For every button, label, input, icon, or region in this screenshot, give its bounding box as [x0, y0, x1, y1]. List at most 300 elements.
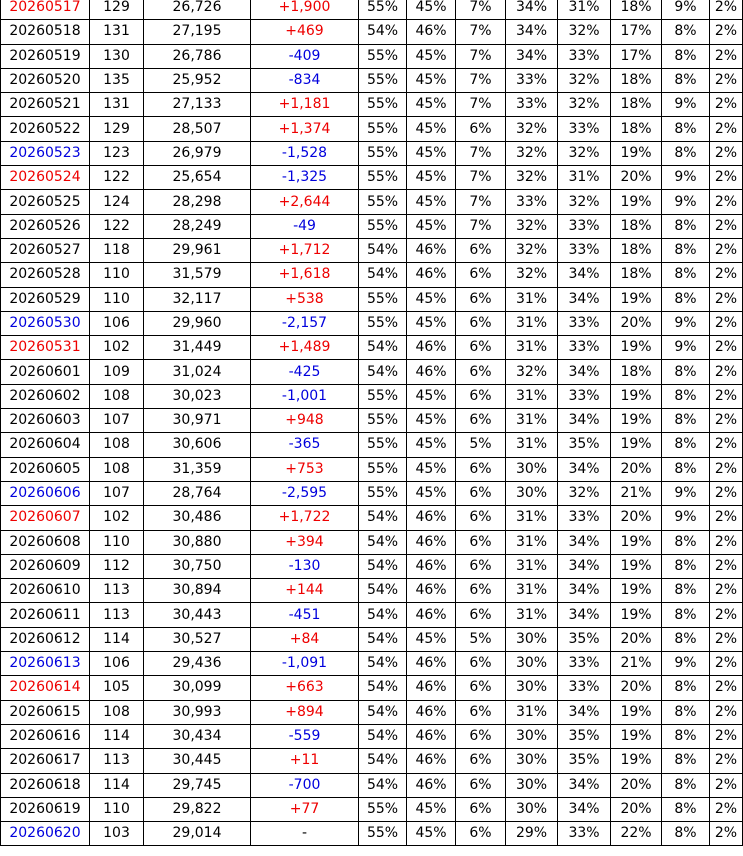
pct-4-cell: 31% — [506, 433, 558, 457]
pct-2-cell: 45% — [407, 68, 456, 92]
pct-5-cell: 33% — [558, 214, 611, 238]
pct-8-cell: 2% — [710, 433, 743, 457]
pct-3-cell: 6% — [456, 481, 506, 505]
pct-1-cell: 55% — [359, 0, 407, 20]
total-cell: 28,507 — [144, 117, 251, 141]
pct-5-cell: 34% — [558, 457, 611, 481]
count-cell: 102 — [90, 506, 144, 530]
date-cell: 20260528 — [1, 263, 90, 287]
change-cell: +894 — [251, 700, 359, 724]
pct-2-cell: 46% — [407, 336, 456, 360]
pct-5-cell: 34% — [558, 554, 611, 578]
pct-5-cell: 34% — [558, 360, 611, 384]
count-cell: 135 — [90, 68, 144, 92]
pct-6-cell: 18% — [611, 214, 662, 238]
change-cell: +11 — [251, 749, 359, 773]
pct-4-cell: 30% — [506, 749, 558, 773]
change-cell: +753 — [251, 457, 359, 481]
date-cell: 20260616 — [1, 724, 90, 748]
pct-6-cell: 19% — [611, 409, 662, 433]
pct-1-cell: 54% — [359, 238, 407, 262]
pct-6-cell: 19% — [611, 384, 662, 408]
pct-2-cell: 45% — [407, 93, 456, 117]
date-cell: 20260610 — [1, 579, 90, 603]
pct-8-cell: 2% — [710, 481, 743, 505]
pct-7-cell: 8% — [662, 627, 710, 651]
total-cell: 26,726 — [144, 0, 251, 20]
pct-1-cell: 54% — [359, 20, 407, 44]
count-cell: 130 — [90, 44, 144, 68]
count-cell: 108 — [90, 457, 144, 481]
total-cell: 30,445 — [144, 749, 251, 773]
pct-2-cell: 45% — [407, 44, 456, 68]
pct-1-cell: 54% — [359, 773, 407, 797]
total-cell: 30,527 — [144, 627, 251, 651]
count-cell: 105 — [90, 676, 144, 700]
pct-4-cell: 31% — [506, 336, 558, 360]
pct-2-cell: 45% — [407, 822, 456, 846]
pct-2-cell: 45% — [407, 457, 456, 481]
pct-6-cell: 19% — [611, 336, 662, 360]
pct-2-cell: 46% — [407, 238, 456, 262]
date-cell: 20260602 — [1, 384, 90, 408]
date-cell: 20260531 — [1, 336, 90, 360]
pct-7-cell: 8% — [662, 44, 710, 68]
count-cell: 118 — [90, 238, 144, 262]
pct-5-cell: 33% — [558, 676, 611, 700]
pct-7-cell: 9% — [662, 0, 710, 20]
pct-5-cell: 32% — [558, 190, 611, 214]
pct-1-cell: 54% — [359, 724, 407, 748]
pct-6-cell: 17% — [611, 20, 662, 44]
pct-4-cell: 30% — [506, 724, 558, 748]
pct-8-cell: 2% — [710, 311, 743, 335]
pct-1-cell: 54% — [359, 652, 407, 676]
pct-7-cell: 8% — [662, 554, 710, 578]
count-cell: 110 — [90, 530, 144, 554]
total-cell: 29,960 — [144, 311, 251, 335]
pct-1-cell: 54% — [359, 360, 407, 384]
pct-5-cell: 31% — [558, 0, 611, 20]
pct-7-cell: 8% — [662, 530, 710, 554]
total-cell: 30,486 — [144, 506, 251, 530]
pct-7-cell: 9% — [662, 481, 710, 505]
pct-4-cell: 31% — [506, 287, 558, 311]
pct-5-cell: 35% — [558, 749, 611, 773]
pct-8-cell: 2% — [710, 287, 743, 311]
total-cell: 30,993 — [144, 700, 251, 724]
pct-7-cell: 8% — [662, 676, 710, 700]
date-cell: 20260613 — [1, 652, 90, 676]
pct-2-cell: 45% — [407, 287, 456, 311]
pct-8-cell: 2% — [710, 700, 743, 724]
date-cell: 20260601 — [1, 360, 90, 384]
table-row — [1, 20, 743, 44]
pct-8-cell: 2% — [710, 749, 743, 773]
table-row — [1, 749, 743, 773]
pct-4-cell: 30% — [506, 481, 558, 505]
pct-5-cell: 34% — [558, 579, 611, 603]
pct-4-cell: 30% — [506, 627, 558, 651]
pct-3-cell: 6% — [456, 773, 506, 797]
pct-7-cell: 9% — [662, 336, 710, 360]
pct-8-cell: 2% — [710, 506, 743, 530]
total-cell: 29,961 — [144, 238, 251, 262]
date-cell: 20260618 — [1, 773, 90, 797]
pct-1-cell: 55% — [359, 797, 407, 821]
total-cell: 28,249 — [144, 214, 251, 238]
pct-4-cell: 31% — [506, 530, 558, 554]
pct-7-cell: 8% — [662, 360, 710, 384]
change-cell: +1,618 — [251, 263, 359, 287]
date-cell: 20260603 — [1, 409, 90, 433]
pct-3-cell: 6% — [456, 652, 506, 676]
pct-6-cell: 19% — [611, 700, 662, 724]
date-cell: 20260526 — [1, 214, 90, 238]
count-cell: 112 — [90, 554, 144, 578]
table-body — [1, 0, 743, 846]
pct-1-cell: 54% — [359, 627, 407, 651]
table-row — [1, 554, 743, 578]
pct-2-cell: 45% — [407, 384, 456, 408]
change-cell: -834 — [251, 68, 359, 92]
pct-7-cell: 9% — [662, 311, 710, 335]
change-cell: +2,644 — [251, 190, 359, 214]
pct-7-cell: 8% — [662, 700, 710, 724]
pct-5-cell: 32% — [558, 68, 611, 92]
date-cell: 20260607 — [1, 506, 90, 530]
pct-5-cell: 32% — [558, 141, 611, 165]
pct-2-cell: 45% — [407, 311, 456, 335]
pct-4-cell: 30% — [506, 773, 558, 797]
pct-8-cell: 2% — [710, 0, 743, 20]
pct-5-cell: 33% — [558, 384, 611, 408]
pct-5-cell: 32% — [558, 481, 611, 505]
pct-3-cell: 6% — [456, 700, 506, 724]
pct-8-cell: 2% — [710, 263, 743, 287]
pct-1-cell: 55% — [359, 287, 407, 311]
date-cell: 20260608 — [1, 530, 90, 554]
date-cell: 20260614 — [1, 676, 90, 700]
pct-1-cell: 55% — [359, 93, 407, 117]
count-cell: 124 — [90, 190, 144, 214]
pct-2-cell: 46% — [407, 652, 456, 676]
pct-7-cell: 8% — [662, 214, 710, 238]
pct-6-cell: 19% — [611, 433, 662, 457]
total-cell: 31,449 — [144, 336, 251, 360]
pct-1-cell: 55% — [359, 457, 407, 481]
pct-3-cell: 6% — [456, 238, 506, 262]
table-row — [1, 773, 743, 797]
count-cell: 113 — [90, 603, 144, 627]
pct-7-cell: 8% — [662, 433, 710, 457]
total-cell: 30,606 — [144, 433, 251, 457]
pct-7-cell: 8% — [662, 409, 710, 433]
pct-6-cell: 20% — [611, 627, 662, 651]
date-cell: 20260617 — [1, 749, 90, 773]
pct-7-cell: 8% — [662, 287, 710, 311]
pct-4-cell: 31% — [506, 384, 558, 408]
pct-1-cell: 54% — [359, 554, 407, 578]
total-cell: 30,099 — [144, 676, 251, 700]
pct-2-cell: 46% — [407, 773, 456, 797]
total-cell: 31,024 — [144, 360, 251, 384]
pct-2-cell: 45% — [407, 117, 456, 141]
pct-8-cell: 2% — [710, 822, 743, 846]
count-cell: 123 — [90, 141, 144, 165]
date-cell: 20260620 — [1, 822, 90, 846]
pct-8-cell: 2% — [710, 773, 743, 797]
pct-5-cell: 35% — [558, 433, 611, 457]
pct-7-cell: 8% — [662, 603, 710, 627]
date-cell: 20260529 — [1, 287, 90, 311]
pct-8-cell: 2% — [710, 676, 743, 700]
pct-5-cell: 34% — [558, 287, 611, 311]
pct-3-cell: 6% — [456, 506, 506, 530]
change-cell: +77 — [251, 797, 359, 821]
pct-3-cell: 7% — [456, 0, 506, 20]
count-cell: 103 — [90, 822, 144, 846]
change-cell: +1,722 — [251, 506, 359, 530]
count-cell: 113 — [90, 579, 144, 603]
pct-1-cell: 55% — [359, 44, 407, 68]
pct-4-cell: 30% — [506, 652, 558, 676]
pct-7-cell: 8% — [662, 384, 710, 408]
pct-6-cell: 22% — [611, 822, 662, 846]
change-cell: -1,325 — [251, 166, 359, 190]
pct-4-cell: 32% — [506, 263, 558, 287]
pct-5-cell: 34% — [558, 603, 611, 627]
date-cell: 20260619 — [1, 797, 90, 821]
pct-1-cell: 55% — [359, 190, 407, 214]
pct-3-cell: 6% — [456, 676, 506, 700]
pct-2-cell: 46% — [407, 579, 456, 603]
pct-5-cell: 32% — [558, 93, 611, 117]
pct-2-cell: 46% — [407, 700, 456, 724]
count-cell: 113 — [90, 749, 144, 773]
count-cell: 131 — [90, 93, 144, 117]
count-cell: 102 — [90, 336, 144, 360]
count-cell: 108 — [90, 700, 144, 724]
date-cell: 20260524 — [1, 166, 90, 190]
pct-6-cell: 21% — [611, 652, 662, 676]
pct-5-cell: 33% — [558, 336, 611, 360]
table-row — [1, 287, 743, 311]
total-cell: 30,750 — [144, 554, 251, 578]
count-cell: 122 — [90, 166, 144, 190]
pct-6-cell: 18% — [611, 0, 662, 20]
pct-6-cell: 19% — [611, 141, 662, 165]
pct-3-cell: 6% — [456, 336, 506, 360]
pct-3-cell: 5% — [456, 433, 506, 457]
pct-4-cell: 31% — [506, 554, 558, 578]
pct-2-cell: 46% — [407, 20, 456, 44]
change-cell: -2,595 — [251, 481, 359, 505]
table-row — [1, 797, 743, 821]
pct-6-cell: 19% — [611, 603, 662, 627]
pct-5-cell: 32% — [558, 20, 611, 44]
count-cell: 114 — [90, 627, 144, 651]
total-cell: 31,359 — [144, 457, 251, 481]
pct-6-cell: 19% — [611, 724, 662, 748]
pct-1-cell: 54% — [359, 579, 407, 603]
table-row — [1, 190, 743, 214]
table-row — [1, 627, 743, 651]
pct-7-cell: 8% — [662, 238, 710, 262]
pct-3-cell: 6% — [456, 554, 506, 578]
table-row — [1, 506, 743, 530]
pct-5-cell: 33% — [558, 652, 611, 676]
pct-2-cell: 46% — [407, 263, 456, 287]
pct-1-cell: 55% — [359, 117, 407, 141]
table-row — [1, 166, 743, 190]
total-cell: 28,764 — [144, 481, 251, 505]
pct-4-cell: 32% — [506, 141, 558, 165]
pct-5-cell: 33% — [558, 822, 611, 846]
change-cell: +948 — [251, 409, 359, 433]
pct-2-cell: 46% — [407, 554, 456, 578]
pct-8-cell: 2% — [710, 214, 743, 238]
total-cell: 29,822 — [144, 797, 251, 821]
pct-8-cell: 2% — [710, 44, 743, 68]
pct-6-cell: 19% — [611, 579, 662, 603]
count-cell: 108 — [90, 433, 144, 457]
change-cell: -451 — [251, 603, 359, 627]
total-cell: 25,654 — [144, 166, 251, 190]
change-cell: -365 — [251, 433, 359, 457]
pct-2-cell: 46% — [407, 749, 456, 773]
pct-7-cell: 8% — [662, 20, 710, 44]
pct-2-cell: 45% — [407, 214, 456, 238]
pct-8-cell: 2% — [710, 141, 743, 165]
pct-2-cell: 45% — [407, 190, 456, 214]
pct-1-cell: 54% — [359, 530, 407, 554]
pct-5-cell: 33% — [558, 506, 611, 530]
table-row — [1, 44, 743, 68]
pct-5-cell: 34% — [558, 797, 611, 821]
pct-8-cell: 2% — [710, 360, 743, 384]
pct-3-cell: 6% — [456, 384, 506, 408]
pct-8-cell: 2% — [710, 117, 743, 141]
count-cell: 131 — [90, 20, 144, 44]
table-row — [1, 724, 743, 748]
pct-2-cell: 45% — [407, 0, 456, 20]
total-cell: 30,894 — [144, 579, 251, 603]
pct-7-cell: 8% — [662, 141, 710, 165]
table-row — [1, 433, 743, 457]
pct-4-cell: 34% — [506, 0, 558, 20]
pct-5-cell: 34% — [558, 773, 611, 797]
change-cell: -130 — [251, 554, 359, 578]
pct-6-cell: 20% — [611, 166, 662, 190]
date-cell: 20260519 — [1, 44, 90, 68]
table-row — [1, 530, 743, 554]
pct-3-cell: 7% — [456, 141, 506, 165]
pct-1-cell: 55% — [359, 481, 407, 505]
pct-3-cell: 7% — [456, 166, 506, 190]
pct-6-cell: 20% — [611, 797, 662, 821]
pct-7-cell: 8% — [662, 724, 710, 748]
pct-1-cell: 54% — [359, 700, 407, 724]
pct-4-cell: 32% — [506, 214, 558, 238]
pct-4-cell: 34% — [506, 20, 558, 44]
pct-4-cell: 32% — [506, 360, 558, 384]
change-cell: -409 — [251, 44, 359, 68]
pct-1-cell: 55% — [359, 409, 407, 433]
table-row — [1, 68, 743, 92]
pct-8-cell: 2% — [710, 724, 743, 748]
date-cell: 20260527 — [1, 238, 90, 262]
change-cell: - — [251, 822, 359, 846]
date-cell: 20260606 — [1, 481, 90, 505]
pct-8-cell: 2% — [710, 166, 743, 190]
pct-1-cell: 55% — [359, 166, 407, 190]
pct-1-cell: 54% — [359, 506, 407, 530]
count-cell: 107 — [90, 409, 144, 433]
table-row — [1, 360, 743, 384]
date-cell: 20260518 — [1, 20, 90, 44]
pct-3-cell: 6% — [456, 749, 506, 773]
pct-2-cell: 45% — [407, 481, 456, 505]
change-cell: -2,157 — [251, 311, 359, 335]
total-cell: 32,117 — [144, 287, 251, 311]
pct-6-cell: 20% — [611, 676, 662, 700]
date-cell: 20260611 — [1, 603, 90, 627]
pct-7-cell: 8% — [662, 822, 710, 846]
total-cell: 29,436 — [144, 652, 251, 676]
total-cell: 31,579 — [144, 263, 251, 287]
date-cell: 20260605 — [1, 457, 90, 481]
pct-3-cell: 6% — [456, 263, 506, 287]
pct-3-cell: 7% — [456, 68, 506, 92]
pct-4-cell: 30% — [506, 797, 558, 821]
pct-1-cell: 55% — [359, 311, 407, 335]
table-row — [1, 117, 743, 141]
pct-5-cell: 35% — [558, 627, 611, 651]
count-cell: 114 — [90, 773, 144, 797]
pct-5-cell: 34% — [558, 530, 611, 554]
count-cell: 129 — [90, 0, 144, 20]
table-row — [1, 676, 743, 700]
count-cell: 108 — [90, 384, 144, 408]
pct-8-cell: 2% — [710, 20, 743, 44]
pct-1-cell: 54% — [359, 336, 407, 360]
pct-5-cell: 31% — [558, 166, 611, 190]
pct-1-cell: 54% — [359, 603, 407, 627]
pct-6-cell: 20% — [611, 311, 662, 335]
pct-6-cell: 19% — [611, 554, 662, 578]
pct-7-cell: 9% — [662, 166, 710, 190]
date-cell: 20260517 — [1, 0, 90, 20]
pct-1-cell: 55% — [359, 214, 407, 238]
total-cell: 25,952 — [144, 68, 251, 92]
pct-6-cell: 20% — [611, 506, 662, 530]
pct-2-cell: 45% — [407, 797, 456, 821]
pct-7-cell: 8% — [662, 263, 710, 287]
change-cell: -49 — [251, 214, 359, 238]
pct-4-cell: 32% — [506, 238, 558, 262]
total-cell: 30,880 — [144, 530, 251, 554]
pct-5-cell: 34% — [558, 409, 611, 433]
pct-7-cell: 8% — [662, 68, 710, 92]
date-cell: 20260522 — [1, 117, 90, 141]
pct-6-cell: 18% — [611, 263, 662, 287]
date-cell: 20260521 — [1, 93, 90, 117]
pct-7-cell: 9% — [662, 190, 710, 214]
table-row — [1, 384, 743, 408]
change-cell: +1,489 — [251, 336, 359, 360]
count-cell: 107 — [90, 481, 144, 505]
